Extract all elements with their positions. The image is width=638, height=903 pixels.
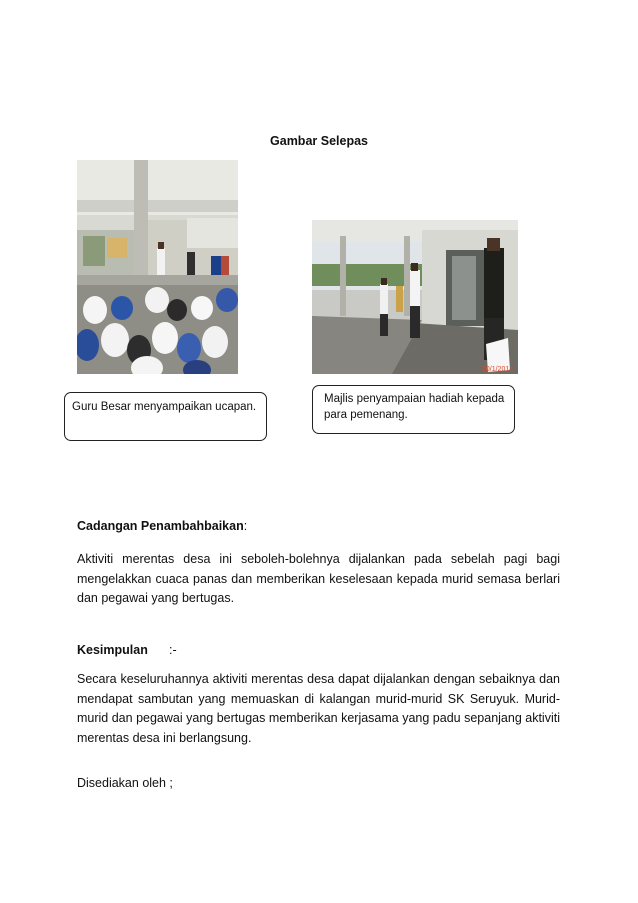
photo-assembly	[77, 160, 238, 374]
kesimpulan-separator: :-	[169, 643, 177, 657]
caption-box-2: Majlis penyampaian hadiah kepada para pemenang.	[312, 385, 515, 434]
section-title-kesimpulan	[77, 643, 277, 657]
paragraph-cadangan: Aktiviti merentas desa ini seboleh-bolehnya dijalankan pada sebelah pagi bagi mengelakkan cuaca panas dan memberikan keselesaan kepada murid semasa berlari dan pegawai yang bertugas.	[77, 552, 560, 605]
caption-box-1: Guru Besar menyampaikan ucapan.	[64, 392, 267, 441]
photo-prize-giving	[312, 220, 518, 374]
cadangan-colon: :	[243, 519, 248, 533]
photo-prize-giving-icon	[312, 220, 518, 374]
kesimpulan-title-text: Kesimpulan	[77, 643, 148, 657]
photo-date-stamp: 20/1/2014	[482, 366, 514, 373]
page-heading: Gambar Selepas	[270, 134, 368, 148]
photo-assembly-icon	[77, 160, 238, 374]
section-title-cadangan	[77, 519, 247, 533]
cadangan-title-text: Cadangan Penambahbaikan	[77, 519, 244, 533]
prepared-by-label: Disediakan oleh ;	[77, 776, 173, 790]
paragraph-kesimpulan: Secara keseluruhannya aktiviti merentas desa dapat dijalankan dengan sebaiknya dan mendapat sambutan yang memuaskan di kalangan murid-murid SK Seruyuk. Murid-murid dan pegawai yang bertugas memberikan kerjasama yang padu sepanjang aktiviti merentas desa ini berlangsung.	[77, 672, 560, 745]
